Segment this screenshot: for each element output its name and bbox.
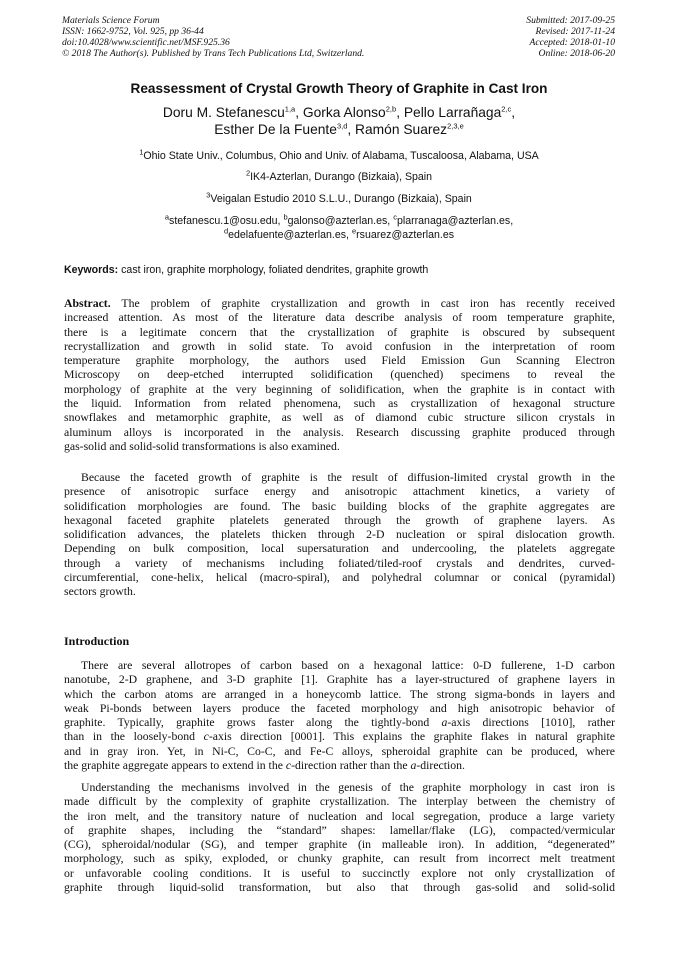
author-name: Doru M. Stefanescu: [162, 105, 285, 120]
journal-info: [62, 15, 452, 59]
text-line: nanotube, 2-D graphene, and 3-D graphite [1]. Graphite has a layer-structured of graphene layers in: [64, 673, 615, 687]
online-date: Online: 2018-06-20: [538, 48, 615, 59]
affiliation-text: Ohio State Univ., Columbus, Ohio and Univ. of Alabama, Tuscaloosa, Alabama, USA: [143, 150, 539, 162]
affiliation-2: [40, 168, 638, 183]
text-line: than in the loosely-bond c-axis direction [0001]. This explains the graphite flakes in natural graphite: [64, 730, 615, 744]
text-line: weak Pi-bonds between layers produce the faceted morphology and high anisotropic behavior of: [64, 701, 615, 715]
dates-info: [415, 15, 615, 59]
affiliation-mark: 2: [245, 168, 251, 178]
author-list: Doru M. Stefanescu$^{1,a}$, Gorka Alonso$^{2,b}$, Pello Larrañaga$^{2,c}$, Esther De la Fuente$^{3,d}$, Ramón Suarez$^{2,3,e}$: [162, 104, 516, 137]
text-line: graphite through liquid-solid transformation, but also that through gas-solid and solid-solid: [64, 881, 615, 895]
text-line: sectors growth.: [64, 585, 136, 599]
text-line: temperature graphite morphology, the authors used Field Emission Gun Scanning Electron: [64, 354, 615, 368]
text-line: the liquid. Information from related phenomena, such as crystallization of hexagonal structure: [64, 397, 615, 411]
text-line: made difficult by the complexity of graphite crystallization. The interplay between the chemistry of: [64, 795, 615, 809]
revised-date: Revised: 2017-11-24: [535, 26, 615, 37]
doi-line: doi:10.4028/www.scientific.net/MSF.925.36: [62, 37, 230, 48]
author-affil-mark: 2,c: [501, 104, 512, 114]
text-line: Understanding the mechanisms involved in the genesis of the graphite morphology in cast iron is: [81, 781, 615, 794]
text-line: Microscopy on deep-etched interrupted solidification (quenched) specimens to reveal the: [64, 368, 615, 382]
author-name: Ramón Suarez: [355, 122, 448, 137]
text-line: presence of anisotropic surface energy and anisotropic attachment kinetics, a variety of: [64, 485, 615, 499]
intro-paragraph-1: [64, 659, 615, 773]
author-name: Esther De la Fuente: [214, 122, 337, 137]
text-line: there is a legitimate concern that the crystallization of graphite is obscured by subsequent: [64, 325, 615, 339]
text-line: There are several allotropes of carbon based on a hexagonal lattice: 0-D fullerene, 1-D carbon: [81, 659, 615, 672]
issn-line: ISSN: 1662-9752, Vol. 925, pp 36-44: [62, 26, 204, 37]
text-line: of graphite shapes, including the “standard” shapes: lamellar/flake (LG), compacted/vermicular: [64, 823, 615, 837]
author-affil-mark: 3,d: [336, 121, 348, 131]
journal-name: Materials Science Forum: [62, 15, 160, 26]
affiliation-mark: 3: [206, 190, 211, 200]
text-line: graphite. Typically, graphite grows faster along the tightly-bond a-axis directions [1010], rather: [64, 716, 615, 730]
section-heading-introduction: Introduction: [64, 634, 130, 648]
affiliation-1: [40, 147, 638, 162]
affiliation-text: IK4-Azterlan, Durango (Bizkaia), Spain: [250, 171, 433, 183]
text-line: (CG), spheroidal/nodular (SG), and temper graphite (in malleable iron). In addition, “degenerated”: [64, 838, 615, 852]
author-affil-mark: 2,3,e: [447, 121, 464, 131]
text-line: the graphite aggregate appears to extend in the c-direction rather than the a-direction.: [64, 759, 465, 773]
text-line: which the carbon atoms are arranged in a honeycomb lattice. The strong sigma-bonds in layers and: [64, 687, 615, 701]
text-line: morphology, such as spiky, exploded, or chunky graphite, can result from incorrect melt treatment: [64, 852, 615, 866]
text-line: Because the faceted growth of graphite is the result of diffusion-limited crystal growth in the: [81, 471, 615, 484]
copyright-line: © 2018 The Author(s). Published by Trans Tech Publications Ltd, Switzerland.: [62, 48, 365, 59]
affiliation-3: [40, 190, 638, 205]
author-name: Pello Larrañaga: [403, 105, 502, 120]
text-line: circumferential, cone-helix, helical (macro-spiral), and polyhedral columnar or conical (pyramidal): [64, 571, 615, 585]
text-line: gas-solid and solid-solid transformations is also examined.: [64, 439, 340, 453]
text-line: through a variety of mechanisms including foliated/tiled-roof crystals and dendrites, curved-: [64, 556, 615, 570]
keywords: [64, 264, 616, 276]
accepted-date: Accepted: 2018-01-10: [529, 37, 615, 48]
keywords-text: cast iron, graphite morphology, foliated dendrites, graphite growth: [121, 264, 429, 276]
text-line: or unfavorable cooling conditions. It is useful to succinctly explore not only crystallization of: [64, 866, 615, 880]
author-affil-mark: 2,b: [385, 104, 397, 114]
text-line: The problem of graphite crystallization and growth in cast iron has recently received: [121, 297, 615, 310]
email-list: $^a$stefanescu.1@osu.edu, $^b$galonso@azterlan.es, $^c$plarranaga@azterlan.es, $^d$edelafuente@azterlan.es, $^e$rsuarez@azterlan.es: [164, 212, 514, 241]
text-line: snowflakes and metamorphic graphite, as well as of diamond cubic structure silicon crystals in: [64, 411, 615, 425]
text-line: and in gray iron. Yet, in Ni-C, Co-C, and Fe-C alloys, spheroidal graphite can be produced, where: [64, 744, 615, 758]
email-link[interactable]: stefanescu.1@osu.edu,: [169, 215, 281, 227]
intro-paragraph-2: [64, 781, 615, 895]
email-link[interactable]: galonso@azterlan.es,: [287, 215, 391, 227]
affiliation-text: Veigalan Estudio 2010 S.L.U., Durango (Bizkaia), Spain: [210, 193, 472, 205]
abstract-paragraph-1: [64, 297, 615, 454]
email-link[interactable]: rsuarez@azterlan.es: [356, 229, 455, 241]
submitted-date: Submitted: 2017-09-25: [526, 15, 615, 26]
paper-title: Reassessment of Crystal Growth Theory of Graphite in Cast Iron: [130, 81, 548, 96]
abstract-label: Abstract.: [64, 297, 111, 310]
text-line: morphology of graphite at the very beginning of solidification, when the graphite is in contact with: [64, 382, 615, 396]
text-line: recrystallization and growth in solid state. To avoid confusion in the interpretation of room: [64, 339, 615, 353]
author-affil-mark: 1,a: [284, 104, 296, 114]
keywords-label: Keywords:: [64, 264, 119, 276]
text-line: solidification advances, the platelets thicken through 2-D nucleation or spiral dislocation growth.: [64, 528, 615, 542]
text-line: increased attention. As most of the literature data describe analysis of room temperature graphite,: [64, 311, 615, 325]
text-line: hexagonal faceted graphite platelets generated through the growth of graphene layers. As: [64, 513, 615, 527]
text-line: solidification morphologies are found. The basic building blocks of the graphite aggregates are: [64, 499, 615, 513]
text-line: Depending on bulk composition, local supersaturation and undercooling, the platelets aggregate: [64, 542, 615, 556]
text-line: the iron melt, and the transitory nature of nucleation and local segregation, produce a large variety: [64, 809, 615, 823]
email-link[interactable]: edelafuente@azterlan.es,: [228, 229, 350, 241]
email-link[interactable]: plarranaga@azterlan.es,: [396, 215, 514, 227]
text-line: aluminum alloys is incorporated in the analysis. Research discussing graphite produced through: [64, 425, 615, 439]
affiliation-mark: 1: [139, 147, 144, 157]
abstract-paragraph-2: [64, 471, 615, 600]
author-name: Gorka Alonso: [302, 105, 386, 120]
